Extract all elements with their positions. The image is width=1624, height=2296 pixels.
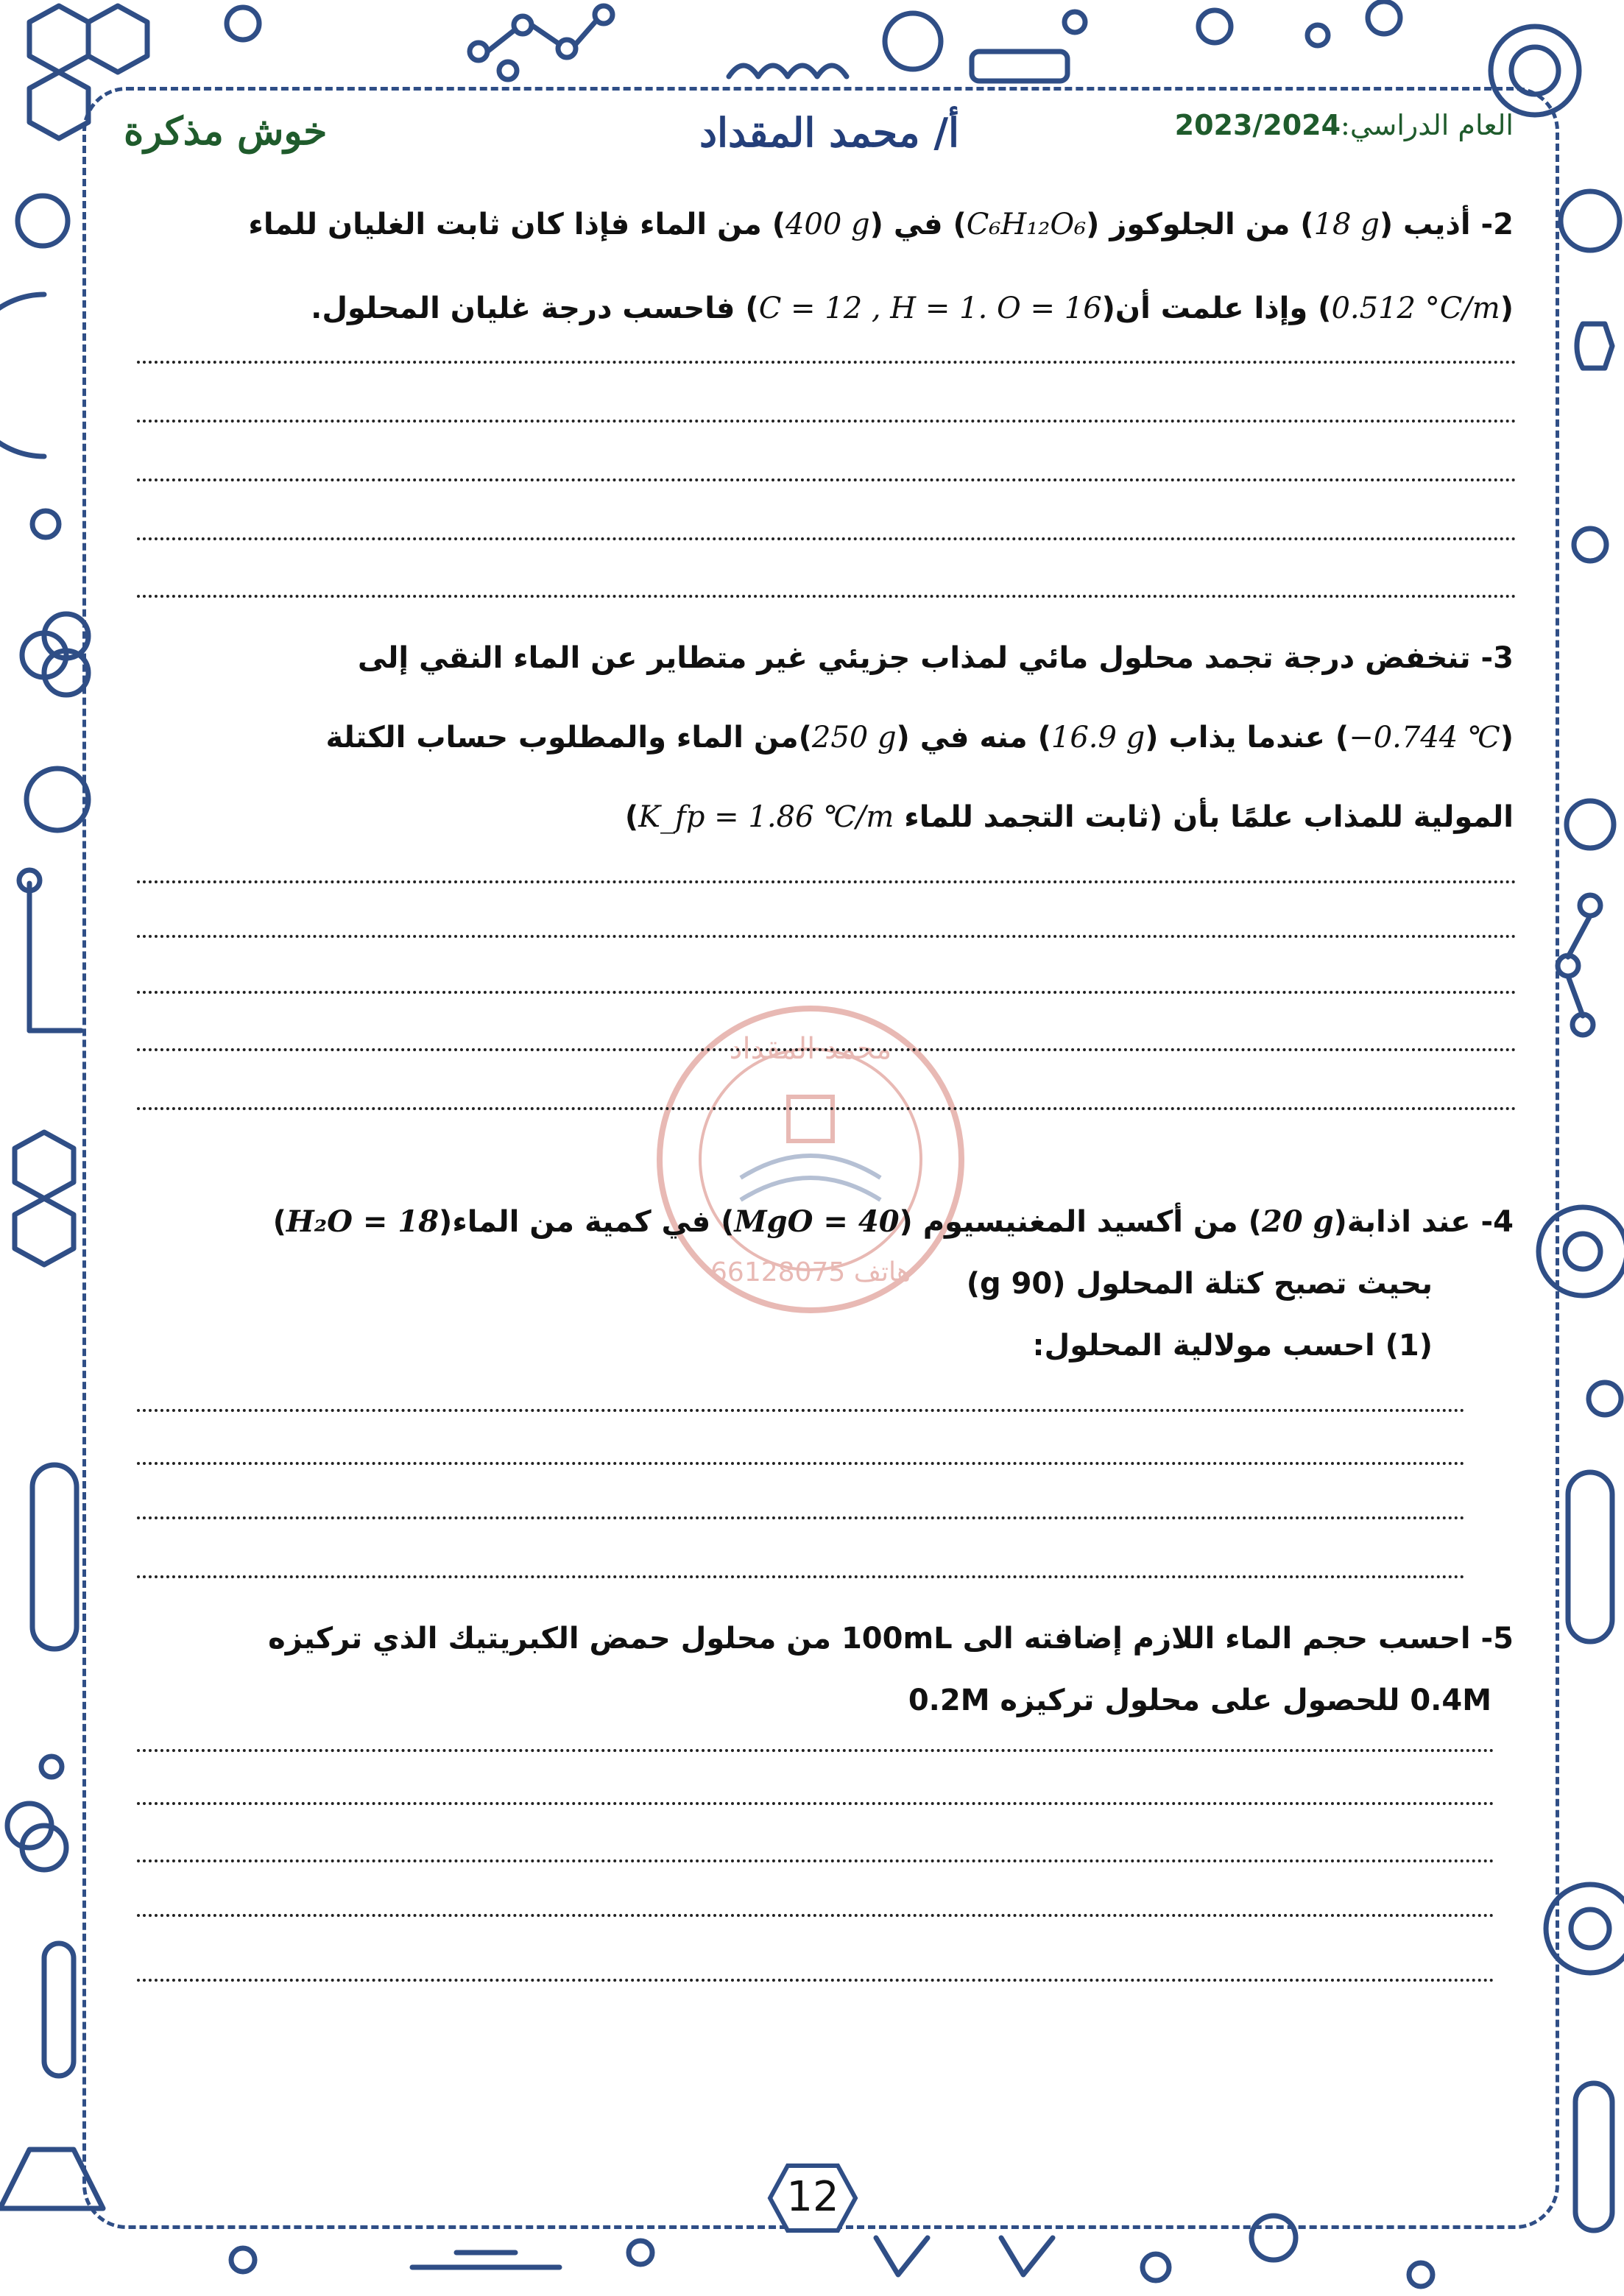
question-5 xyxy=(268,1608,1514,1731)
question-text: 2- أذيب ( xyxy=(1379,208,1514,241)
question-text: 4- عند اذابة( xyxy=(1333,1205,1514,1239)
answer-line xyxy=(137,1802,1494,1805)
answer-line xyxy=(137,1409,1465,1412)
question-text: ) عندما يذاب ( xyxy=(1145,721,1349,755)
academic-year xyxy=(1175,109,1514,160)
answer-line xyxy=(137,1914,1494,1917)
answer-line xyxy=(137,880,1517,883)
question-line xyxy=(325,618,1514,698)
question-text: ) xyxy=(624,800,639,834)
answer-line xyxy=(137,1575,1465,1578)
question-text: 5- احسب حجم الماء اللازم إضافته الى 100mL من محلول حمض الكبريتيك الذي تركيزه xyxy=(268,1622,1514,1656)
question-text: 3- تنخفض درجة تجمد محلول مائي لمذاب جزيئي غير متطاير عن الماء النقي إلى xyxy=(357,641,1514,675)
page-number xyxy=(767,2163,858,2233)
answer-line xyxy=(137,1107,1517,1110)
question-text: ) من الجلوكوز ( xyxy=(1086,208,1314,241)
math-expression: −0.744 ℃ xyxy=(1349,721,1500,755)
question-2 xyxy=(248,183,1514,350)
question-text: )من الماء والمطلوب حساب الكتلة xyxy=(325,721,812,755)
math-expression: H₂O = 18 xyxy=(286,1204,439,1239)
page-number-text: 12 xyxy=(786,2173,839,2221)
question-3 xyxy=(325,618,1514,857)
answer-line xyxy=(137,991,1517,994)
answer-line xyxy=(137,595,1517,598)
answer-line xyxy=(137,1516,1465,1519)
question-line xyxy=(325,777,1514,857)
watermark-phone: هاتف 66128075 xyxy=(710,1257,911,1287)
question-line xyxy=(325,698,1514,777)
math-expression: 0.512 °C/m xyxy=(1331,292,1500,325)
math-expression: 20 g xyxy=(1261,1204,1334,1239)
answer-line xyxy=(137,1749,1494,1752)
question-text: ) منه في ( xyxy=(896,721,1051,755)
math-expression: K_fp = 1.86 ℃/m xyxy=(638,800,894,834)
question-4 xyxy=(273,1191,1514,1377)
answer-line xyxy=(137,1462,1465,1465)
answer-line xyxy=(137,478,1517,481)
math-expression: C = 12 , H = 1. O = 16 xyxy=(758,292,1102,325)
question-text: ) من الماء فإذا كان ثابت الغليان للماء xyxy=(248,208,785,241)
question-line xyxy=(248,266,1514,350)
question-text: ) في ( xyxy=(869,208,967,241)
question-text: 0.4M للحصول على محلول تركيزه 0.2M xyxy=(908,1684,1491,1717)
question-line xyxy=(268,1608,1514,1670)
question-line xyxy=(273,1191,1514,1253)
question-text: بحيث تصبح كتلة المحلول (90 g) xyxy=(966,1267,1433,1301)
answer-line xyxy=(137,935,1517,938)
answer-line xyxy=(137,537,1517,540)
question-text: المولية للمذاب علمًا بأن (ثابت التجمد للماء xyxy=(894,800,1514,834)
question-text: (1) احسب مولالية المحلول: xyxy=(1032,1329,1433,1363)
note-title: خوش مذكرة xyxy=(124,109,328,154)
math-expression: 250 g xyxy=(811,721,897,755)
academic-year-label: العام الدراسي: xyxy=(1341,109,1514,141)
question-line xyxy=(268,1670,1491,1731)
math-expression: 400 g xyxy=(785,208,870,241)
academic-year-value: 2023/2024 xyxy=(1174,109,1341,141)
question-text: ( xyxy=(1500,721,1514,755)
answer-line xyxy=(137,1048,1517,1051)
math-expression: 18 g xyxy=(1313,208,1380,241)
question-text: ) فاحسب درجة غليان المحلول. xyxy=(311,292,759,325)
answer-line xyxy=(137,361,1517,364)
question-text: ) xyxy=(272,1205,286,1239)
answer-line xyxy=(137,1859,1494,1862)
math-expression: C₆H₁₂O₆ xyxy=(966,208,1087,241)
question-line xyxy=(273,1253,1433,1315)
question-text: ) في كمية من الماء( xyxy=(439,1205,735,1239)
question-line xyxy=(248,183,1514,266)
question-text: ) من أكسيد المغنيسيوم ( xyxy=(899,1205,1262,1239)
answer-line xyxy=(137,420,1517,423)
answer-line xyxy=(137,1979,1494,1982)
question-text: ) وإذا علمت أن( xyxy=(1101,292,1332,325)
question-text: ( xyxy=(1500,292,1514,325)
question-line xyxy=(273,1315,1433,1377)
math-expression: MgO = 40 xyxy=(734,1204,900,1239)
author-name: أ/ محمد المقداد xyxy=(699,109,960,156)
math-expression: 16.9 g xyxy=(1051,721,1145,755)
watermark-name: محمد المقداد xyxy=(729,1032,892,1066)
